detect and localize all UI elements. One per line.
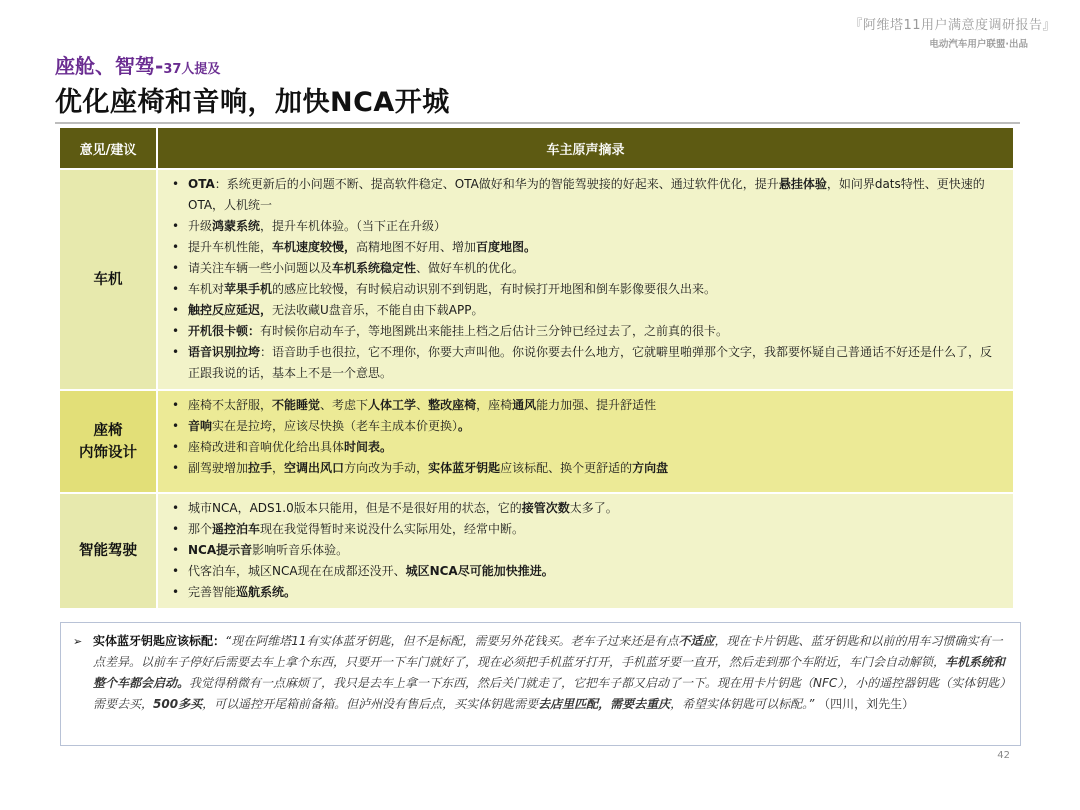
page-number: 42 (997, 750, 1010, 761)
plain-text: ：系统更新后的小问题不断、提高软件稳定、OTA做好和华为的智能驾驶接的好起来、通过软件优化，提升 (214, 177, 779, 191)
table-row (60, 492, 1013, 608)
plain-text: 能力加强、提升舒适性 (536, 398, 657, 412)
plain-text: 提升车机性能， (188, 240, 273, 254)
report-publisher: 电动汽车用户联盟·出品 (929, 39, 1028, 50)
emphasis-text: 车机速度较慢， (272, 240, 357, 254)
plain-text: 、考虑下 (320, 398, 369, 412)
plain-text: 方向改为手动， (344, 461, 429, 475)
emphasis-text: 巡航系统。 (236, 585, 297, 599)
list-item (170, 458, 1003, 479)
table-row (60, 389, 1013, 492)
list-item (170, 258, 1003, 279)
emphasis-text: 实体蓝牙钥匙 (428, 461, 501, 475)
emphasis-text: 语音识别拉垮 (188, 345, 261, 359)
emphasis-text: 人体工学 (368, 398, 417, 412)
emphasis-text: 车机系统和整个车都会启动。 (93, 655, 1006, 690)
row-category-seat-interior: 座椅 内饰设计 (60, 391, 158, 492)
emphasis-text: 方向盘 (632, 461, 669, 475)
list-item (170, 519, 1003, 540)
plain-text: 请关注车辆一些小问题以及 (188, 261, 333, 275)
emphasis-text: 遥控泊车 (212, 522, 261, 536)
list-item (170, 321, 1003, 342)
list-item (170, 437, 1003, 458)
plain-text: 、做好车机的优化。 (416, 261, 525, 275)
column-header-suggestion: 意见/建议 (60, 128, 158, 168)
plain-text: 代客泊车，城区NCA现在在成都还没开、 (188, 564, 406, 578)
plain-text: 那个 (188, 522, 213, 536)
plain-text: 副驾驶增加 (188, 461, 249, 475)
list-item (170, 540, 1003, 561)
emphasis-text: 苹果手机 (224, 282, 273, 296)
report-title: 『阿维塔11用户满意度调研报告』 (849, 18, 1056, 33)
plain-text: ，如问界dats特性、更快速的OTA，人机统一 (188, 177, 985, 212)
plain-text: ，座椅 (476, 398, 513, 412)
emphasis-text: OTA (188, 177, 215, 191)
owner-quote-box (60, 622, 1021, 746)
arrow-bullet-icon: ➢ (73, 635, 83, 648)
plain-text: 现在我觉得暂时来说没什么实际用处，经常中断。 (260, 522, 525, 536)
emphasis-text: 鸿蒙系统 (212, 219, 261, 233)
list-item (170, 561, 1003, 582)
plain-text: 完善智能 (188, 585, 237, 599)
emphasis-text: 触控反应延迟， (188, 303, 273, 317)
quote-list (170, 395, 1003, 479)
plain-text: 的感应比较慢，有时候启动识别不到钥匙，有时候打开地图和倒车影像要很久出来。 (272, 282, 717, 296)
plain-text: ：语音助手也很拉，它不理你，你要大声叫他。你说你要去什么地方，它就噼里啪弹那个文字，我都要怀疑自己普通话不好还是什么了，反正跟我说的话，基本上不是一个意思。 (188, 345, 993, 380)
quote-lead: 实体蓝牙钥匙应该标配： (93, 634, 226, 648)
emphasis-text: 百度地图。 (476, 240, 537, 254)
list-item (170, 174, 1003, 216)
emphasis-text: 整改座椅 (428, 398, 477, 412)
quote-list (170, 174, 1003, 384)
list-item (170, 237, 1003, 258)
emphasis-text: 去店里匹配，需要去重庆 (538, 697, 671, 711)
emphasis-text: 接管次数 (521, 501, 570, 515)
plain-text: 座椅不太舒服， (188, 398, 273, 412)
title-divider (55, 122, 1020, 124)
emphasis-text: 车机系统稳定性 (332, 261, 417, 275)
list-item (170, 582, 1003, 603)
emphasis-text: 通风 (512, 398, 537, 412)
feedback-table (60, 128, 1013, 608)
emphasis-text: 不能睡觉 (272, 398, 321, 412)
quote-list (170, 498, 1003, 603)
mention-count: 37人提及 (163, 62, 221, 77)
emphasis-text: 500多买 (153, 697, 203, 711)
plain-text: ，提升车机体验。（当下正在升级） (260, 219, 447, 233)
quote-source: （四川，刘先生） (818, 697, 915, 711)
plain-text: 影响听音乐体验。 (252, 543, 349, 557)
emphasis-text: 时间表。 (344, 440, 393, 454)
column-header-quotes: 车主原声摘录 (546, 142, 625, 158)
plain-text: ， (272, 461, 285, 475)
plain-text: “现在阿维塔11有实体蓝牙钥匙，但不是标配，需要另外花钱买。老车子过来还是有点 (225, 634, 679, 648)
emphasis-text: 开机很卡顿： (188, 324, 261, 338)
plain-text: 升级 (188, 219, 213, 233)
emphasis-text: 拉手 (248, 461, 273, 475)
plain-text: 座椅改进和音响优化给出具体 (188, 440, 345, 454)
plain-text: 应该标配、换个更舒适的 (500, 461, 633, 475)
quote-text (75, 631, 1008, 715)
emphasis-text: 空调出风口 (284, 461, 345, 475)
list-item (170, 416, 1003, 437)
list-item (170, 216, 1003, 237)
list-item (170, 279, 1003, 300)
plain-text: 我觉得稍微有一点麻烦了，我只是去车上拿一下东西，然后关门就走了，它把车子都又启动了一下。现在用卡片钥匙（NFC），小的遥控器钥匙（实体钥匙）需要去买， (93, 676, 1006, 711)
emphasis-text: 不适应 (678, 634, 715, 648)
plain-text: ，希望实体钥匙可以标配。” (670, 697, 815, 711)
list-item (170, 342, 1003, 384)
plain-text: 实在是拉垮，应该尽快换（老车主成本价更换） (212, 419, 459, 433)
plain-text: 有时候你启动车子，等地图跳出来能挂上档之后估计三分钟已经过去了，之前真的很卡。 (260, 324, 729, 338)
plain-text: 车机对 (188, 282, 225, 296)
plain-text: 城市NCA，ADS1.0版本只能用，但是不是很好用的状态，它的 (188, 501, 522, 515)
emphasis-text: 悬挂体验 (778, 177, 827, 191)
plain-text: 、 (416, 398, 429, 412)
plain-text: ，可以遥控开尾箱前备箱。但泸州没有售后点，买实体钥匙需要 (202, 697, 539, 711)
list-item (170, 498, 1003, 519)
table-header (60, 128, 1013, 168)
section-tag (55, 50, 220, 79)
plain-text: 太多了。 (569, 501, 618, 515)
plain-text: ，现在卡片钥匙、蓝牙钥匙和以前的用车习惯确实有一点差异。以前车子停好后需要去车上拿个东西，只要开一下车门就好了，现在必须把手机蓝牙打开，手机蓝牙要一直开，然后走到那个车附近，车门会自动解锁， (93, 634, 1003, 669)
section-tag-label: 座舱、智驾- (55, 54, 164, 78)
plain-text: 高精地图不好用、增加 (356, 240, 477, 254)
emphasis-text: 城区NCA尽可能加快推进。 (405, 564, 554, 578)
row-category-smart-driving: 智能驾驶 (60, 494, 158, 608)
list-item (170, 300, 1003, 321)
table-row (60, 168, 1013, 389)
row-category-infotainment: 车机 (60, 170, 158, 389)
page-headline: 优化座椅和音响，加快NCA开城 (55, 87, 450, 118)
emphasis-text: 音响 (188, 419, 213, 433)
list-item (170, 395, 1003, 416)
emphasis-text: 。 (458, 419, 471, 433)
emphasis-text: NCA提示音 (188, 543, 253, 557)
plain-text: 无法收藏U盘音乐，不能自由下载APP。 (272, 303, 484, 317)
